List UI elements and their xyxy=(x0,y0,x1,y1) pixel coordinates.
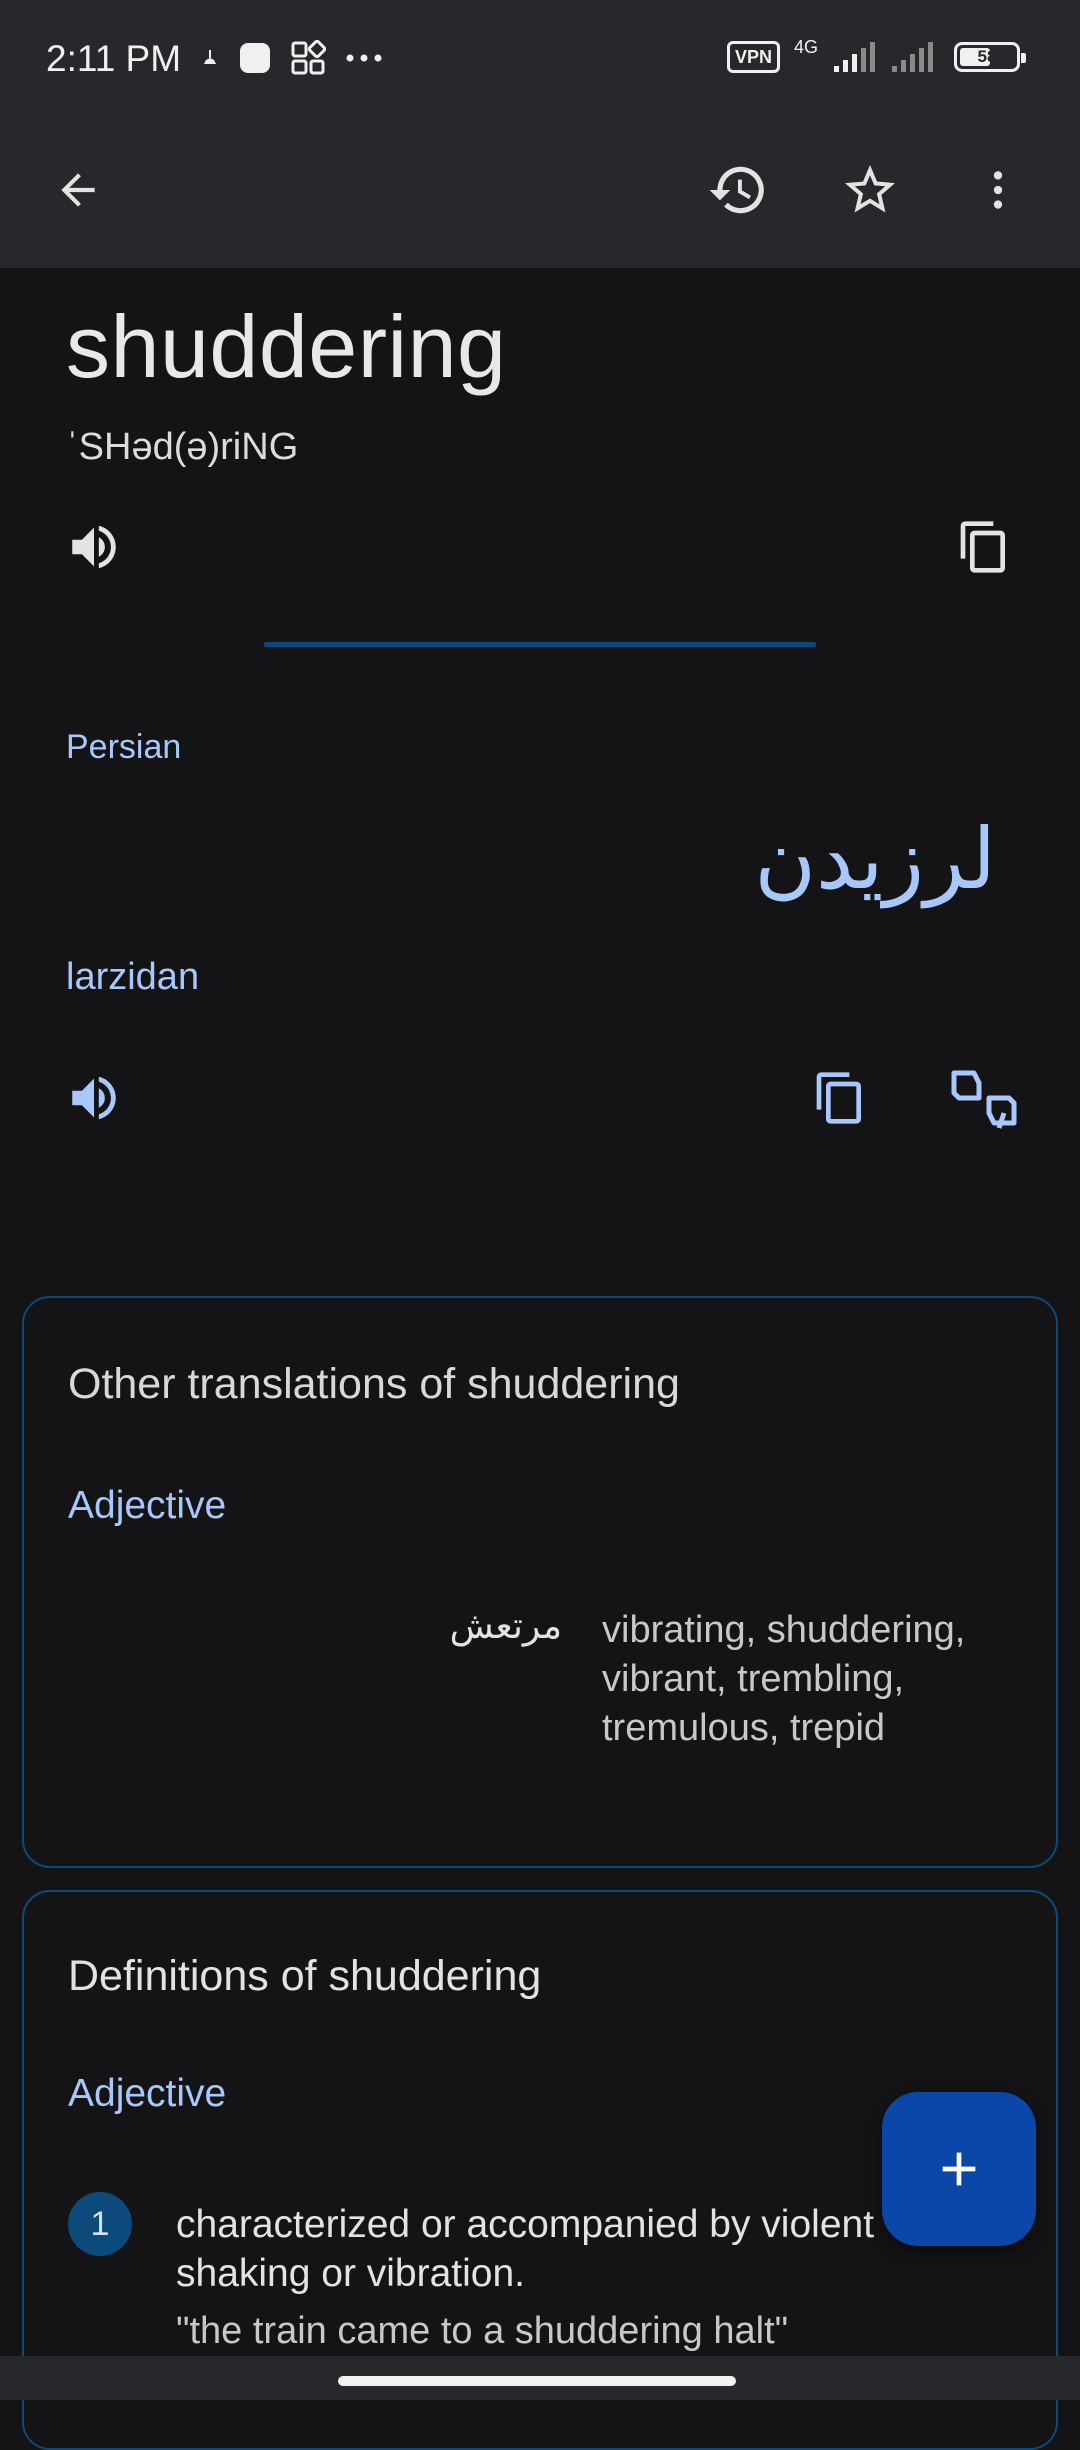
more-options-button[interactable] xyxy=(956,148,1040,232)
definitions-title: Definitions of shuddering xyxy=(68,1952,542,2000)
other-translations-card xyxy=(22,1296,1058,1868)
definition-example: "the train came to a shuddering halt" xyxy=(176,2310,789,2352)
battery-level: 58 xyxy=(977,47,997,66)
status-bar xyxy=(0,0,1080,120)
home-gesture-handle[interactable] xyxy=(338,2376,736,2386)
part-of-speech-label: Adjective xyxy=(68,2072,227,2115)
section-divider xyxy=(264,642,816,647)
network-type: 4G xyxy=(793,36,818,57)
signal-strength-icon xyxy=(832,40,876,74)
battery-icon xyxy=(954,42,1020,72)
definition-number-badge: 1 xyxy=(68,2192,132,2256)
more-vert-icon xyxy=(973,165,1023,215)
signal-strength-2-icon xyxy=(890,40,940,74)
gesture-nav-bar xyxy=(0,2356,1080,2400)
system-status xyxy=(727,36,1020,74)
notification-icons xyxy=(200,40,384,76)
copy-icon xyxy=(956,519,1012,575)
other-translations-title: Other translations of shuddering xyxy=(68,1360,680,1408)
widgets-icon xyxy=(290,40,326,76)
star-icon xyxy=(840,160,900,220)
plus-icon xyxy=(931,2141,987,2197)
notification-small-icon xyxy=(200,46,220,70)
target-copy-button[interactable] xyxy=(798,1056,882,1140)
history-icon xyxy=(707,159,769,221)
target-feedback-button[interactable] xyxy=(942,1056,1026,1140)
vpn-badge: VPN xyxy=(727,41,780,73)
status-time: 2:11 PM xyxy=(46,38,182,79)
translation-word[interactable]: مرتعش xyxy=(449,1606,562,1647)
target-speak-button[interactable] xyxy=(52,1056,136,1140)
arrow-left-icon xyxy=(53,165,103,215)
source-copy-button[interactable] xyxy=(942,505,1026,589)
source-phonetic: ˈSHəd(ə)riNG xyxy=(66,426,299,468)
translation-synonyms: vibrating, shuddering, vibrant, trembling, tremulous, trepid xyxy=(602,1609,966,1749)
part-of-speech-label: Adjective xyxy=(68,1484,227,1527)
add-fab-button[interactable] xyxy=(882,2092,1036,2246)
copy-icon xyxy=(812,1070,868,1126)
source-word: shuddering xyxy=(66,297,507,396)
volume-icon xyxy=(65,1069,123,1127)
more-notifications-icon xyxy=(344,52,384,64)
feedback-icon xyxy=(949,1063,1019,1133)
favorite-button[interactable] xyxy=(828,148,912,232)
app-square-icon xyxy=(238,41,272,75)
back-button[interactable] xyxy=(36,148,120,232)
volume-icon xyxy=(65,518,123,576)
target-language-label: Persian xyxy=(66,728,182,766)
target-word: لرزیدن xyxy=(754,810,996,908)
target-transliteration: larzidan xyxy=(66,956,200,998)
source-speak-button[interactable] xyxy=(52,505,136,589)
history-button[interactable] xyxy=(696,148,780,232)
definition-text: characterized or accompanied by violent shaking or vibration. xyxy=(176,2203,875,2295)
app-bar xyxy=(0,120,1080,268)
